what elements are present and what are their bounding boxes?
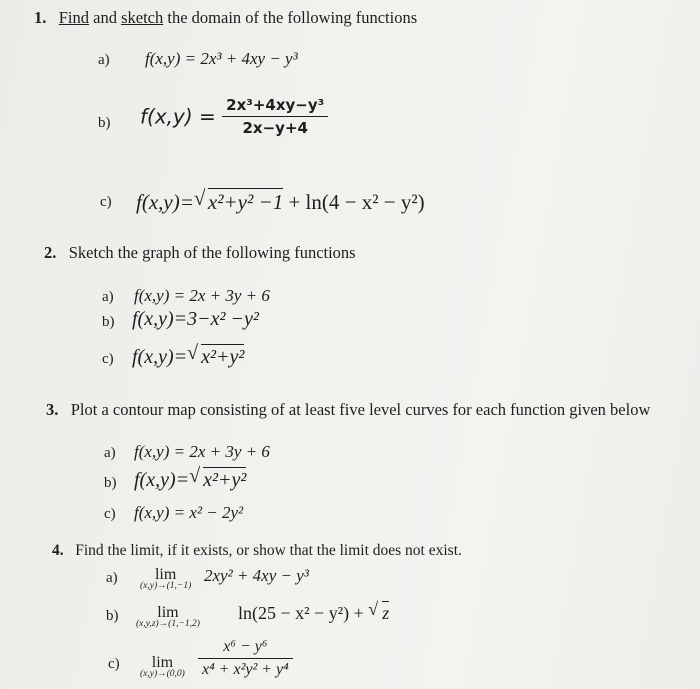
- q4c-limit: [140, 654, 185, 679]
- q4b-limit: [136, 604, 200, 629]
- q3b-sqrt: √ x²+y²: [189, 465, 247, 491]
- q4a-limit: [140, 566, 191, 591]
- q4c-denominator: x⁴ + x²y² + y⁴: [202, 661, 289, 678]
- q2a-label: a): [102, 289, 114, 305]
- q1c-sqrt: √ x²+y² −1: [193, 186, 284, 214]
- q1a-expression: f(x,y) = 2x³ + 4xy − y³: [145, 49, 298, 68]
- q2a-expression: f(x,y) = 2x + 3y + 6: [134, 286, 270, 305]
- q3-text: Plot a contour map consisting of at least five level curves for each function given below: [70, 400, 651, 419]
- q4c-lim-block: [140, 654, 185, 679]
- q2c-radicand: x²+y²: [201, 346, 245, 368]
- q4c-lim-word: lim: [151, 654, 174, 671]
- q4b-main: ln(25 − x² − y²) +: [238, 603, 364, 623]
- q2c-label: c): [102, 351, 114, 367]
- q2b-label: b): [102, 314, 115, 330]
- q1b-numerator: 2x³+4xy−y³: [222, 96, 328, 117]
- q4a-lim-block: [140, 566, 191, 591]
- q1b-lhs: f(x,y) =: [140, 104, 216, 129]
- q4a-expression: 2xy² + 4xy − y³: [204, 566, 309, 585]
- q3c-label: c): [104, 506, 116, 522]
- q4c-frac-block: [198, 638, 293, 679]
- q2c-expression: [132, 344, 244, 369]
- q1c-lhs: f(x,y)=: [136, 190, 194, 214]
- q1-rest-text: the domain of the following functions: [167, 8, 418, 27]
- q1b-fraction: [222, 96, 328, 137]
- q2-number: 2.: [44, 243, 57, 262]
- q4b-radicand: z: [382, 603, 390, 623]
- q4-number: 4.: [52, 542, 64, 559]
- q4a-lim-subscript: (x,y)→(1,−1): [140, 581, 192, 591]
- q3a-label: a): [104, 445, 116, 461]
- q2-heading: [44, 243, 356, 263]
- q1-sketch-word: sketch: [121, 8, 164, 27]
- q1-number: 1.: [34, 8, 47, 27]
- q2b-expression: f(x,y)=3−x² −y²: [132, 308, 259, 330]
- q4c-fraction: [198, 638, 293, 679]
- q2c-sqrt: √ x²+y²: [187, 342, 245, 368]
- q1c-radicand: x²+y² −1: [207, 190, 284, 214]
- q1-and-word: and: [93, 8, 117, 27]
- q1c-tail: + ln(4 − x² − y²): [288, 190, 425, 214]
- q1b-expression: [140, 96, 328, 137]
- q3b-lhs: f(x,y)=: [134, 469, 190, 491]
- q4b-lim-block: [136, 604, 200, 629]
- q1-find-word: Find: [58, 8, 90, 27]
- q4a-label: a): [106, 570, 118, 586]
- q3a-expression: f(x,y) = 2x + 3y + 6: [134, 442, 270, 461]
- q2c-lhs: f(x,y)=: [132, 346, 188, 368]
- q1b-label: b): [98, 115, 111, 131]
- q4c-lim-subscript: (x,y)→(0,0): [140, 669, 185, 679]
- q4-text: Find the limit, if it exists, or show that the limit does not exist.: [75, 542, 462, 559]
- q1c-expression: [136, 188, 425, 215]
- q4b-lim-subscript: (x,y,z)→(1,−1,2): [136, 619, 200, 629]
- q3b-radicand: x²+y²: [203, 469, 247, 491]
- q1c-label: c): [100, 194, 112, 210]
- q3-heading: [46, 400, 650, 420]
- q4-heading: [52, 542, 462, 560]
- q4b-expression: [238, 601, 389, 624]
- q3c-expression: f(x,y) = x² − 2y²: [134, 503, 244, 522]
- q3b-label: b): [104, 475, 117, 491]
- q4b-sqrt: √ z: [368, 599, 390, 623]
- q2-text: Sketch the graph of the following functions: [68, 243, 356, 262]
- q1a-label: a): [98, 52, 110, 68]
- q3b-expression: [134, 467, 246, 492]
- q4a-lim-word: lim: [154, 566, 177, 583]
- q3-number: 3.: [46, 400, 59, 419]
- q1-heading: [34, 8, 417, 28]
- q4b-lim-word: lim: [157, 604, 179, 621]
- q4c-label: c): [108, 656, 120, 672]
- q4c-numerator: x⁶ − y⁶: [198, 638, 293, 659]
- q1b-denominator: 2x−y+4: [242, 119, 308, 137]
- q4b-label: b): [106, 608, 119, 624]
